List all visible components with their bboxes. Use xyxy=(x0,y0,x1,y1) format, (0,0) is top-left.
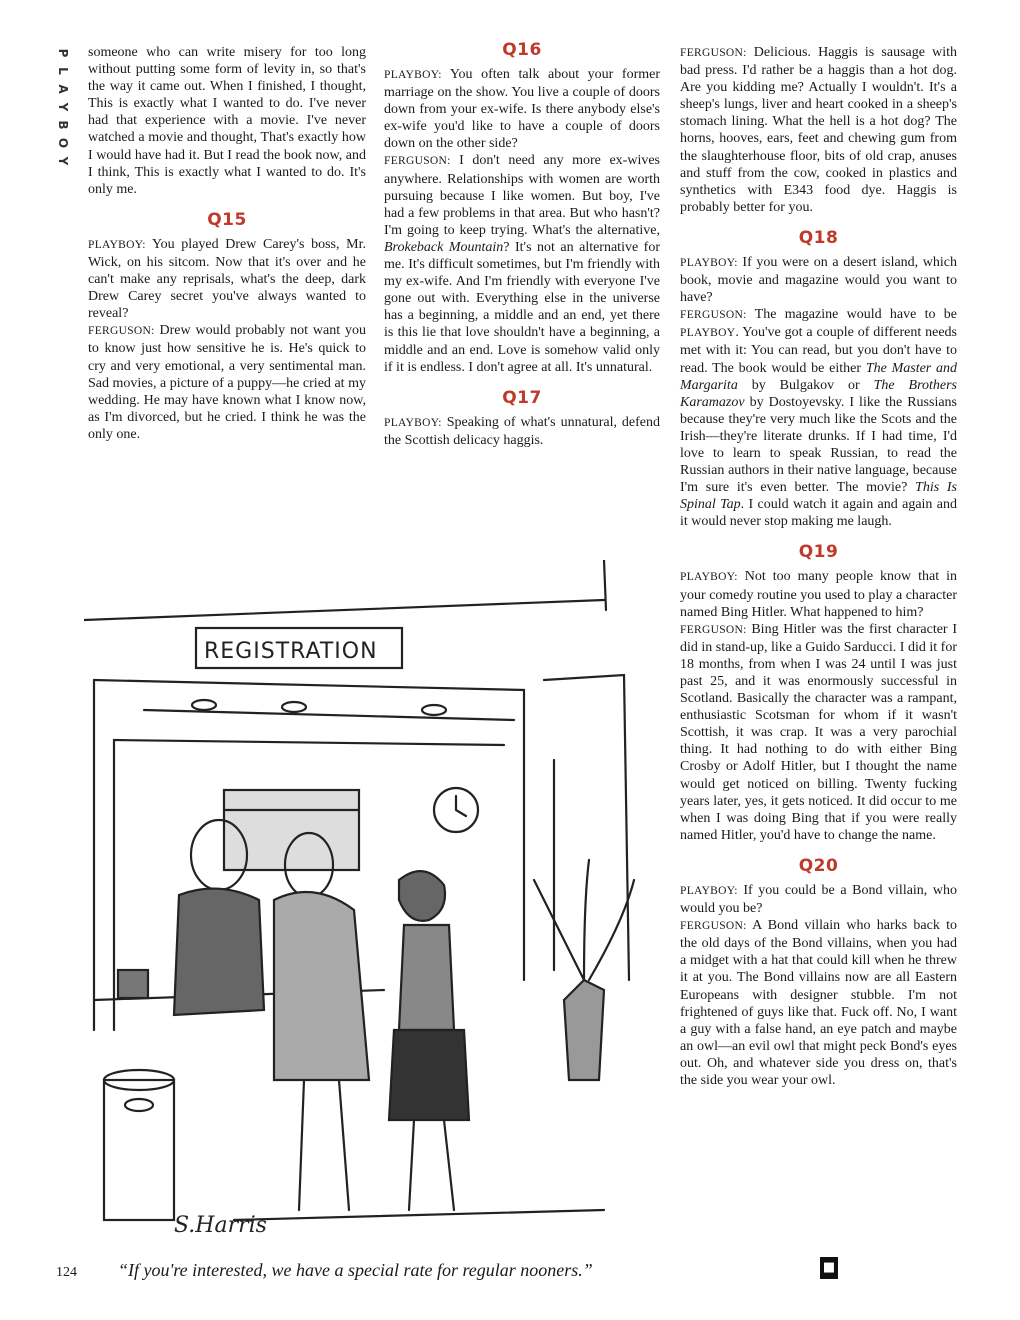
sidebar-letter: O xyxy=(56,137,70,149)
question-heading: Q19 xyxy=(798,542,839,563)
wall-line xyxy=(84,600,604,620)
question: PLAYBOY: You often talk about your former marriage on the show. You live a couple of doors down from your ex-wife. Is there anybody else's ex-wife you'd like to have a couple of doors down on the other side? xyxy=(384,67,660,152)
question: PLAYBOY: You played Drew Carey's boss, Mr. Wick, on his sitcom. Now that it's over and he can't make any reprisals, what's the deep, dark Drew Carey secret you've always wanted to reveal? xyxy=(88,236,366,322)
answer: FERGUSON: Drew would probably not want you to know just how sensitive he is. He's quick to cry and very emotional, a very sentimental man. Sad movies, a picture of a puppy—he cried at my wedding. He may have known what I know now, as I'm divorced, but he cried. I think he was the only one. xyxy=(88,323,366,442)
answer: FERGUSON: Delicious. Haggis is sausage with bad press. I'd rather be a haggis than a hot dog. Are you kidding me? Actually I wouldn't. It's a sheep's lungs, liver and heart cooked in a sheep's stomach lining. What the hell is a hot dog? The horns, hooves, ears, feet and chewing gum from the slaughterhouse floor, bits of old crap, anuses and stuff from the cow, cooked in plastics and synthetics with E343 food dye. Haggis is probably better for you. xyxy=(680,45,958,215)
answer: FERGUSON: Bing Hitler was the first character I did in stand-up, like a Guido Sarducci. I did it for 18 months, from when I was 24 until I was just past 25, and it was enormously successful in Scotland. Basically the character was a rampant, enthusiastic Scotsman for whom if it wasn't Scottish, it was crap. It was a very parochial thing. It had nothing to do with either Bing Crosby or Adolf Hitler, but I thought the name would get noticed on billing. Twenty fucking years later, yes, it gets noticed. It did occur to me when I was doing Bing that if you were really named Hitler, you'd have to change the name. xyxy=(680,621,957,843)
answer: FERGUSON: The magazine would have to be PLAYBOY. You've got a couple of different needs met with it: You can read, but you don't have to read. The book would be either The Master and Margarita by Bulgakov or The Brothers Karamazov by Dostoyevsky. I like the Russians because they're very much like the Scots and the Irish—they're literate drunks. If I had time, I'd love to learn to speak Russian, to read the Russian authors in their native language, because I'm sure it's even better. The movie? This Is Spinal Tap. I could watch it again and again and it would never stop making me laugh. xyxy=(680,307,958,530)
sidebar-letter: A xyxy=(56,84,70,94)
column-3 xyxy=(680,44,957,1089)
question-heading: Q16 xyxy=(502,40,542,60)
bunny-logo-icon: ■ xyxy=(820,1257,838,1279)
question-heading: Q17 xyxy=(502,387,542,408)
sidebar-letter: L xyxy=(56,67,70,75)
sidebar-letter: Y xyxy=(56,156,70,166)
page-number: 124 xyxy=(56,1265,77,1280)
artist-signature: S.Harris xyxy=(174,1213,267,1238)
sidebar-letter: P xyxy=(56,48,70,58)
magazine-sidebar xyxy=(53,44,73,170)
sidebar-letter: B xyxy=(56,120,70,130)
question-heading: Q20 xyxy=(798,855,839,876)
cartoon-illustration xyxy=(84,560,644,1260)
answer: FERGUSON: A Bond villain who harks back to the old days of the Bond villains, when you had a midget with a hat that could kill when he threw it at you. The Bond villains now are all Eastern Europeans with designer stubble. I'm not frightened of guys like that. Fuck off. No, I want a guy with a false hand, an eye patch and maybe an owl—an evil owl that might peck Bond's eyes out. Oh, and whatever side you dress on, that's the side you wear your owl. xyxy=(680,918,957,1088)
column-1 xyxy=(88,44,366,443)
question-heading: Q15 xyxy=(207,209,247,230)
question: PLAYBOY: If you were on a desert island, which book, movie and magazine would you want to have? xyxy=(680,254,957,306)
paragraph: someone who can write misery for too long without putting some form of levity in, so that's the way it came out. When I finished, I thought, This is exactly what I wanted to do. I've never had that experience with a movie. I've never watched a movie and thought, That's exactly how I would have had it. But I read the book now, and I think, This is exactly what I wanted to do. It's only me. xyxy=(88,45,366,197)
question-heading: Q18 xyxy=(798,227,839,248)
cartoon-caption: “If you're interested, we have a special rate for regular nooners.” xyxy=(118,1260,593,1280)
sidebar-letter: Y xyxy=(56,102,70,112)
registration-sign-text: REGISTRATION xyxy=(204,639,378,664)
answer: FERGUSON: I don't need any more ex-wives anywhere. Relationships with women are worth pursuing because I like women. But boy, I've had a few problems in that area. But who hasn't? I'm going to keep trying. What's the alternative, Brokeback Mountain? It's not an alternative for me. It's difficult sometimes, but I'm friendly with my ex-wife. And I'm friendly with everyone I've gone out with. Everything else in the universe has a beginning, a middle and an end, yet there is this lie that love shouldn't have a beginning, a middle and an end. Love is somehow valid only if it is endless. I don't agree at all. It's unnatural. xyxy=(384,153,660,375)
question: PLAYBOY: Speaking of what's unnatural, defend the Scottish delicacy haggis. xyxy=(384,414,660,448)
question: PLAYBOY: If you could be a Bond villain, who would you be? xyxy=(680,882,957,917)
column-2 xyxy=(384,40,660,449)
question: PLAYBOY: Not too many people know that in your comedy routine you used to play a character named Bing Hitler. What happened to him? xyxy=(680,569,957,620)
